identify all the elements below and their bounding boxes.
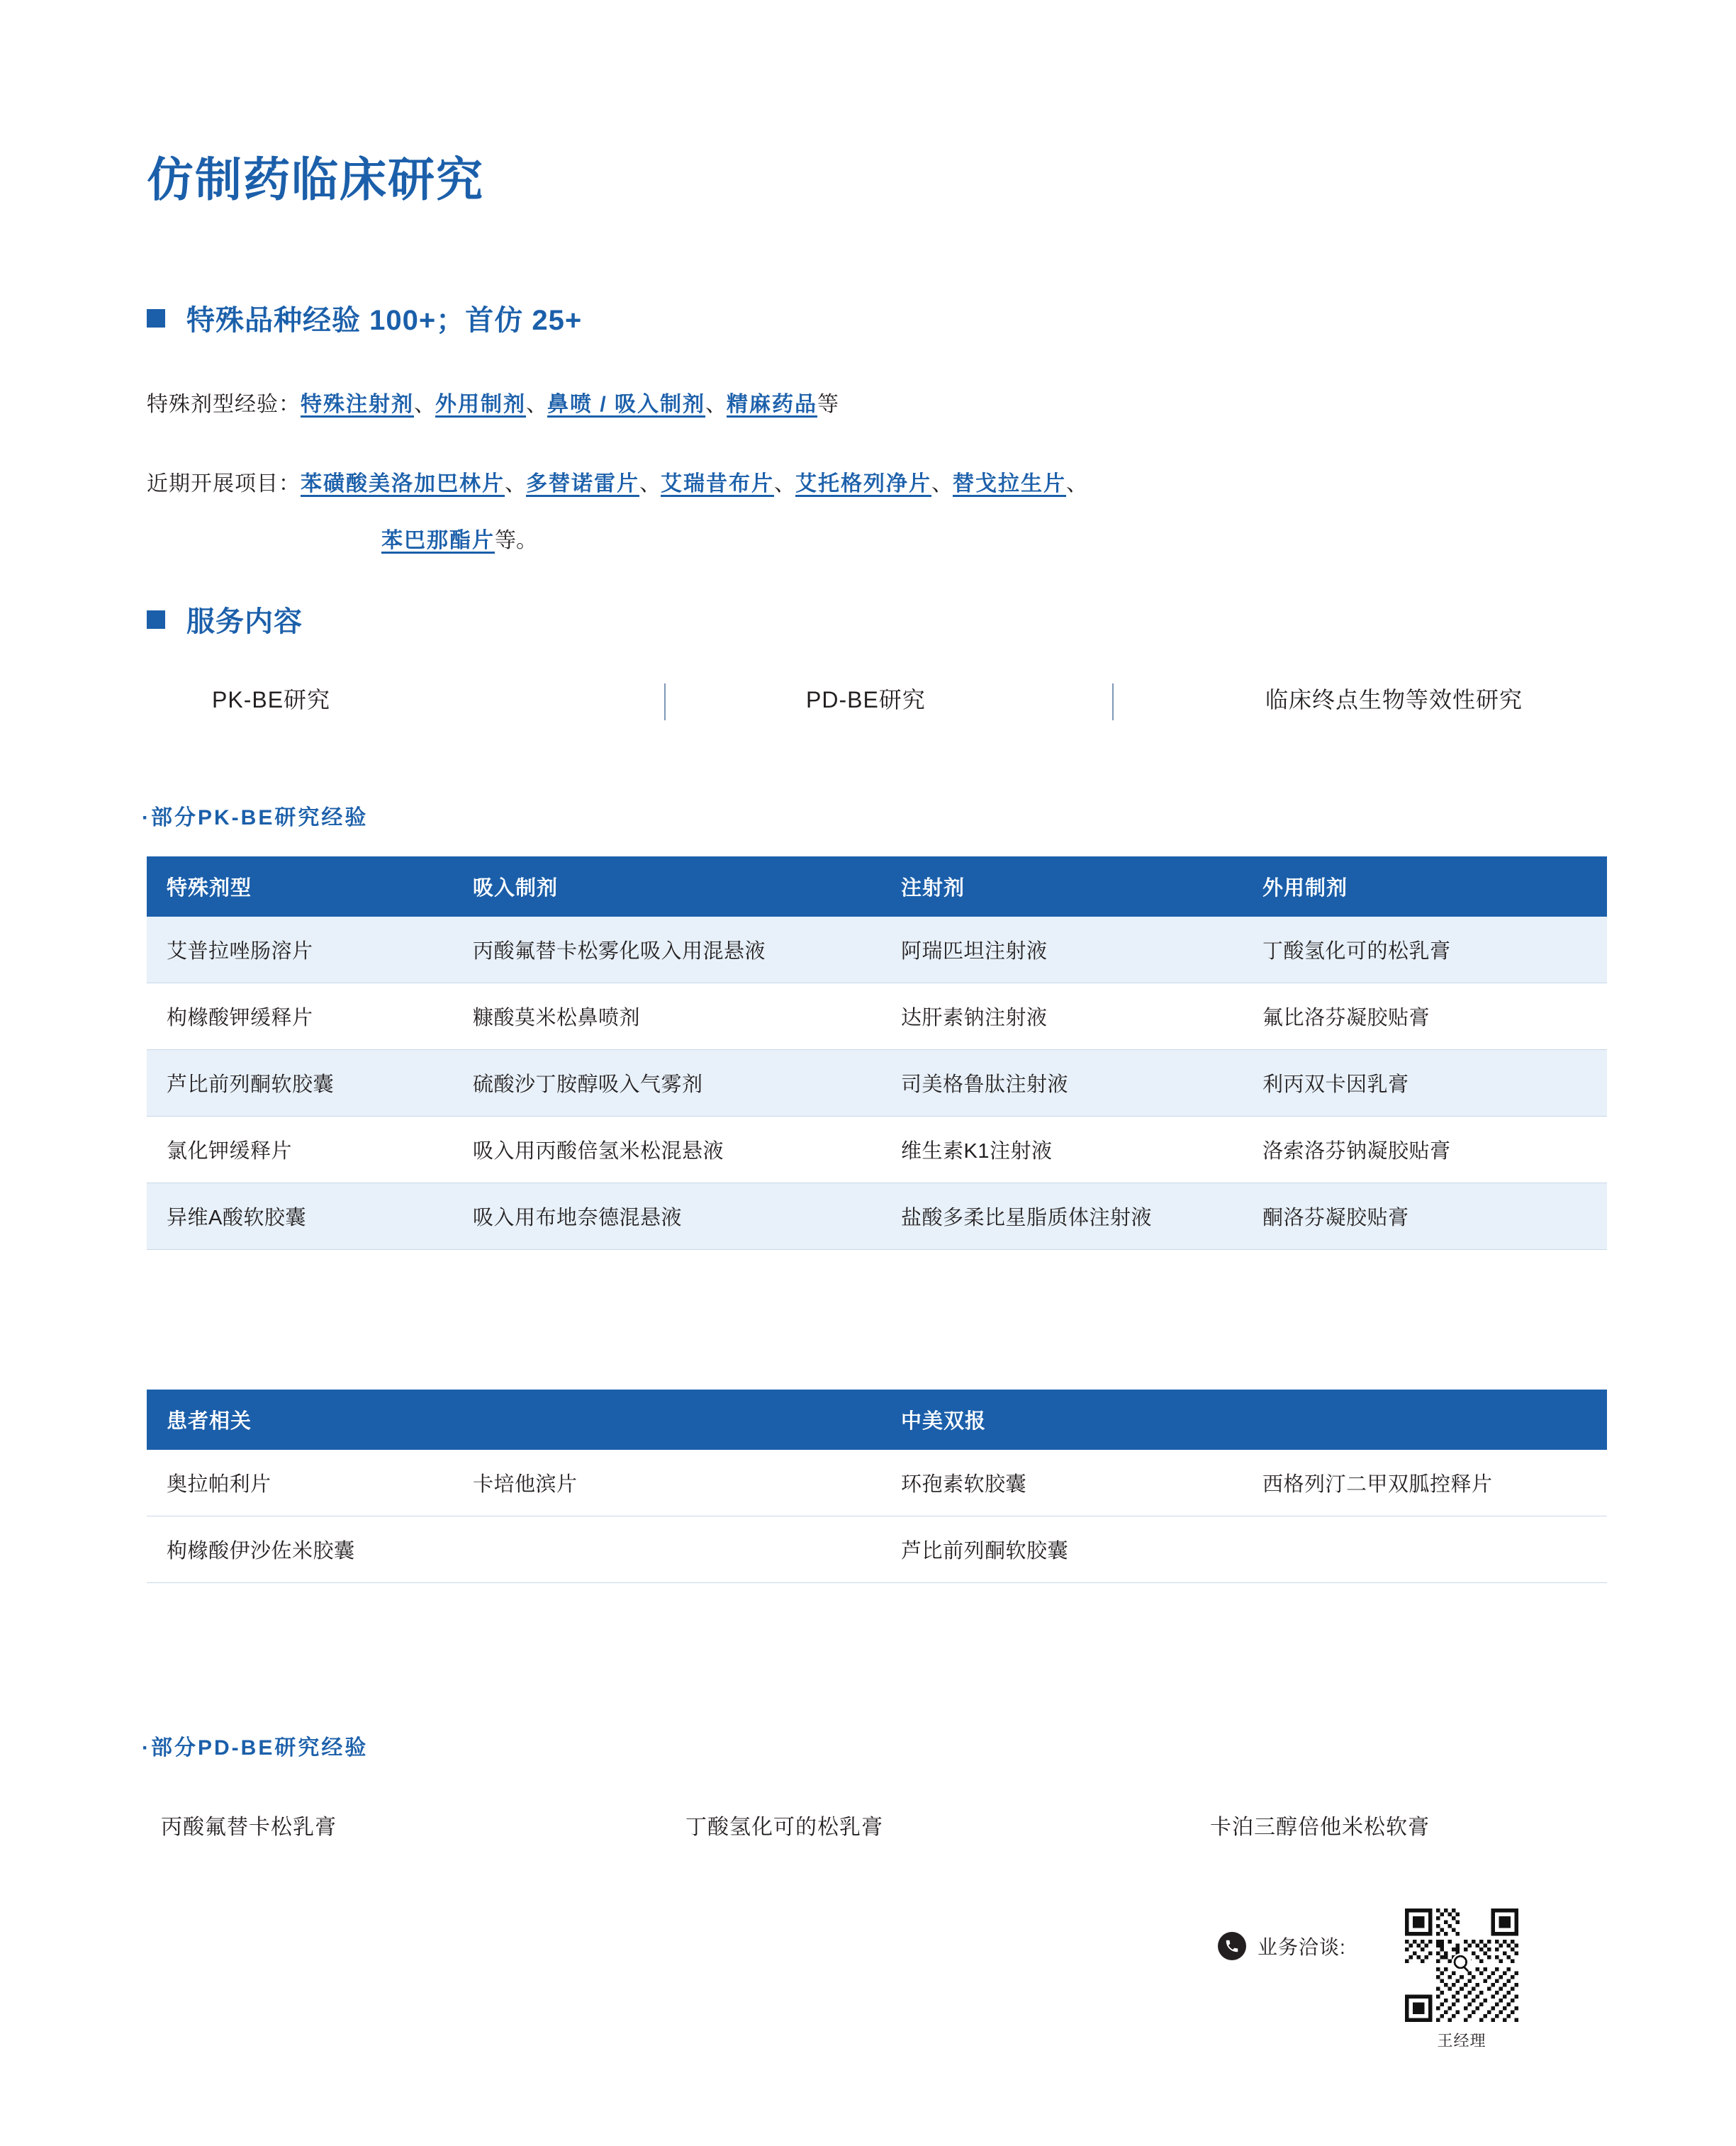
- table-cell: 枸橼酸钾缓释片: [147, 983, 453, 1050]
- qr-code-block: [1402, 1909, 1521, 2051]
- col-header-patient-related: 患者相关: [147, 1390, 881, 1450]
- col-header-special-dosage: 特殊剂型: [147, 856, 453, 917]
- table-cell: 枸橼酸伊沙佐米胶囊: [147, 1516, 453, 1583]
- service-item-pdbe: PD-BE研究: [806, 687, 926, 712]
- recent-project-item-4: 替戈拉生片: [953, 472, 1066, 496]
- table-row: [147, 1050, 1607, 1117]
- table-row: [147, 1117, 1607, 1183]
- table-cell: 阿瑞匹坦注射液: [881, 917, 1243, 983]
- table-cell: 司美格鲁肽注射液: [881, 1050, 1243, 1117]
- table-cell: 吸入用布地奈德混悬液: [453, 1183, 881, 1250]
- table-row: [147, 1450, 1607, 1516]
- qr-code-image: [1405, 1909, 1518, 2022]
- special-dosage-item-3: 精麻药品: [727, 393, 818, 416]
- table-cell: 糠酸莫米松鼻喷剂: [453, 983, 881, 1050]
- recent-projects-line: 近期开展项目：苯磺酸美洛加巴林片、多替诺雷片、艾瑞昔布片、艾托格列净片、替戈拉生片、: [147, 472, 1087, 496]
- table-cell: 异维A酸软胶囊: [147, 1183, 453, 1250]
- table-cell: 芦比前列酮软胶囊: [881, 1516, 1243, 1583]
- table-row: [147, 1516, 1607, 1583]
- service-item-clinical-endpoint: 临床终点生物等效性研究: [1265, 687, 1523, 712]
- service-divider-1: [664, 683, 666, 720]
- service-divider-2: [1112, 683, 1114, 720]
- pdbe-item-2: 卡泊三醇倍他米松软膏: [1210, 1816, 1430, 1839]
- table-cell: 氯化钾缓释片: [147, 1117, 453, 1183]
- subheading-pkbe: ·部分PK-BE研究经验: [142, 806, 369, 829]
- col-header-inhalation: 吸入制剂: [453, 856, 881, 917]
- recent-project-item-2: 艾瑞昔布片: [661, 472, 774, 496]
- table-cell: 盐酸多柔比星脂质体注射液: [881, 1183, 1243, 1250]
- table-cell: 芦比前列酮软胶囊: [147, 1050, 453, 1117]
- section-heading-experience-label: 特殊品种经验 100+；首仿 25+: [186, 305, 583, 336]
- special-dosage-line: 特殊剂型经验：特殊注射剂、外用制剂、鼻喷 / 吸入制剂、精麻药品等: [147, 393, 839, 416]
- phone-icon: [1218, 1932, 1246, 1960]
- col-header-topical: 外用制剂: [1243, 856, 1607, 917]
- table-cell: 利丙双卡因乳膏: [1243, 1050, 1607, 1117]
- section-heading-experience: [147, 298, 582, 338]
- table-cell: [453, 1516, 881, 1583]
- special-dosage-item-1: 外用制剂: [435, 393, 526, 416]
- table-cell: 酮洛芬凝胶贴膏: [1243, 1183, 1607, 1250]
- table-cell: [1243, 1516, 1607, 1583]
- table-cell: 奥拉帕利片: [147, 1450, 453, 1516]
- table-cell: 西格列汀二甲双胍控释片: [1243, 1450, 1607, 1516]
- contact-label: 业务洽谈:: [1258, 1936, 1346, 1958]
- special-dosage-label: 特殊剂型经验：: [147, 393, 301, 416]
- table-row: [147, 1183, 1607, 1250]
- table-cell: 达肝素钠注射液: [881, 983, 1243, 1050]
- table-cell: 环孢素软胶囊: [881, 1450, 1243, 1516]
- table-cell: 艾普拉唑肠溶片: [147, 917, 453, 983]
- page-title: 仿制药临床研究: [147, 153, 484, 206]
- qr-contact-name: 王经理: [1437, 2032, 1486, 2050]
- col-header-injection: 注射剂: [881, 856, 1243, 917]
- table-cell: 洛索洛芬钠凝胶贴膏: [1243, 1117, 1607, 1183]
- contact-block: [1218, 1932, 1346, 1960]
- subheading-pdbe: ·部分PD-BE研究经验: [142, 1736, 369, 1760]
- table-header-row: [147, 1390, 1607, 1450]
- special-dosage-item-2: 鼻喷 / 吸入制剂: [547, 393, 706, 416]
- table-cell: 丙酸氟替卡松雾化吸入用混悬液: [453, 917, 881, 983]
- pdbe-item-0: 丙酸氟替卡松乳膏: [161, 1816, 337, 1839]
- special-dosage-suffix: 等: [817, 393, 839, 416]
- service-items-row: [147, 682, 1607, 725]
- recent-project-item-1: 多替诺雷片: [526, 472, 639, 496]
- recent-project-item-3: 艾托格列净片: [795, 472, 931, 496]
- table-cell: 卡培他滨片: [453, 1450, 881, 1516]
- recent-projects-line-2: [381, 525, 537, 557]
- recent-project-item-5: 苯巴那酯片: [381, 529, 495, 552]
- table-cell: 吸入用丙酸倍氢米松混悬液: [453, 1117, 881, 1183]
- table-row: [147, 917, 1607, 983]
- pkbe-table-2: [147, 1390, 1607, 1583]
- col-header-china-us-dual: 中美双报: [881, 1390, 1607, 1450]
- table-cell: 硫酸沙丁胺醇吸入气雾剂: [453, 1050, 881, 1117]
- recent-projects-suffix: 等。: [495, 529, 537, 552]
- table-cell: 氟比洛芬凝胶贴膏: [1243, 983, 1607, 1050]
- table-cell: 维生素K1注射液: [881, 1117, 1243, 1183]
- table-row: [147, 983, 1607, 1050]
- table-header-row: [147, 856, 1607, 917]
- pdbe-item-1: 丁酸氢化可的松乳膏: [685, 1816, 883, 1839]
- pkbe-table-1: [147, 856, 1607, 1250]
- section-heading-service: [147, 599, 303, 639]
- recent-projects-label: 近期开展项目：: [147, 472, 301, 496]
- square-bullet-icon: [147, 610, 165, 629]
- service-item-pkbe: PK-BE研究: [212, 687, 331, 712]
- table-cell: 丁酸氢化可的松乳膏: [1243, 917, 1607, 983]
- recent-project-item-0: 苯磺酸美洛加巴林片: [301, 472, 505, 496]
- special-dosage-item-0: 特殊注射剂: [301, 393, 414, 416]
- section-heading-service-label: 服务内容: [186, 606, 303, 637]
- square-bullet-icon: [147, 309, 165, 328]
